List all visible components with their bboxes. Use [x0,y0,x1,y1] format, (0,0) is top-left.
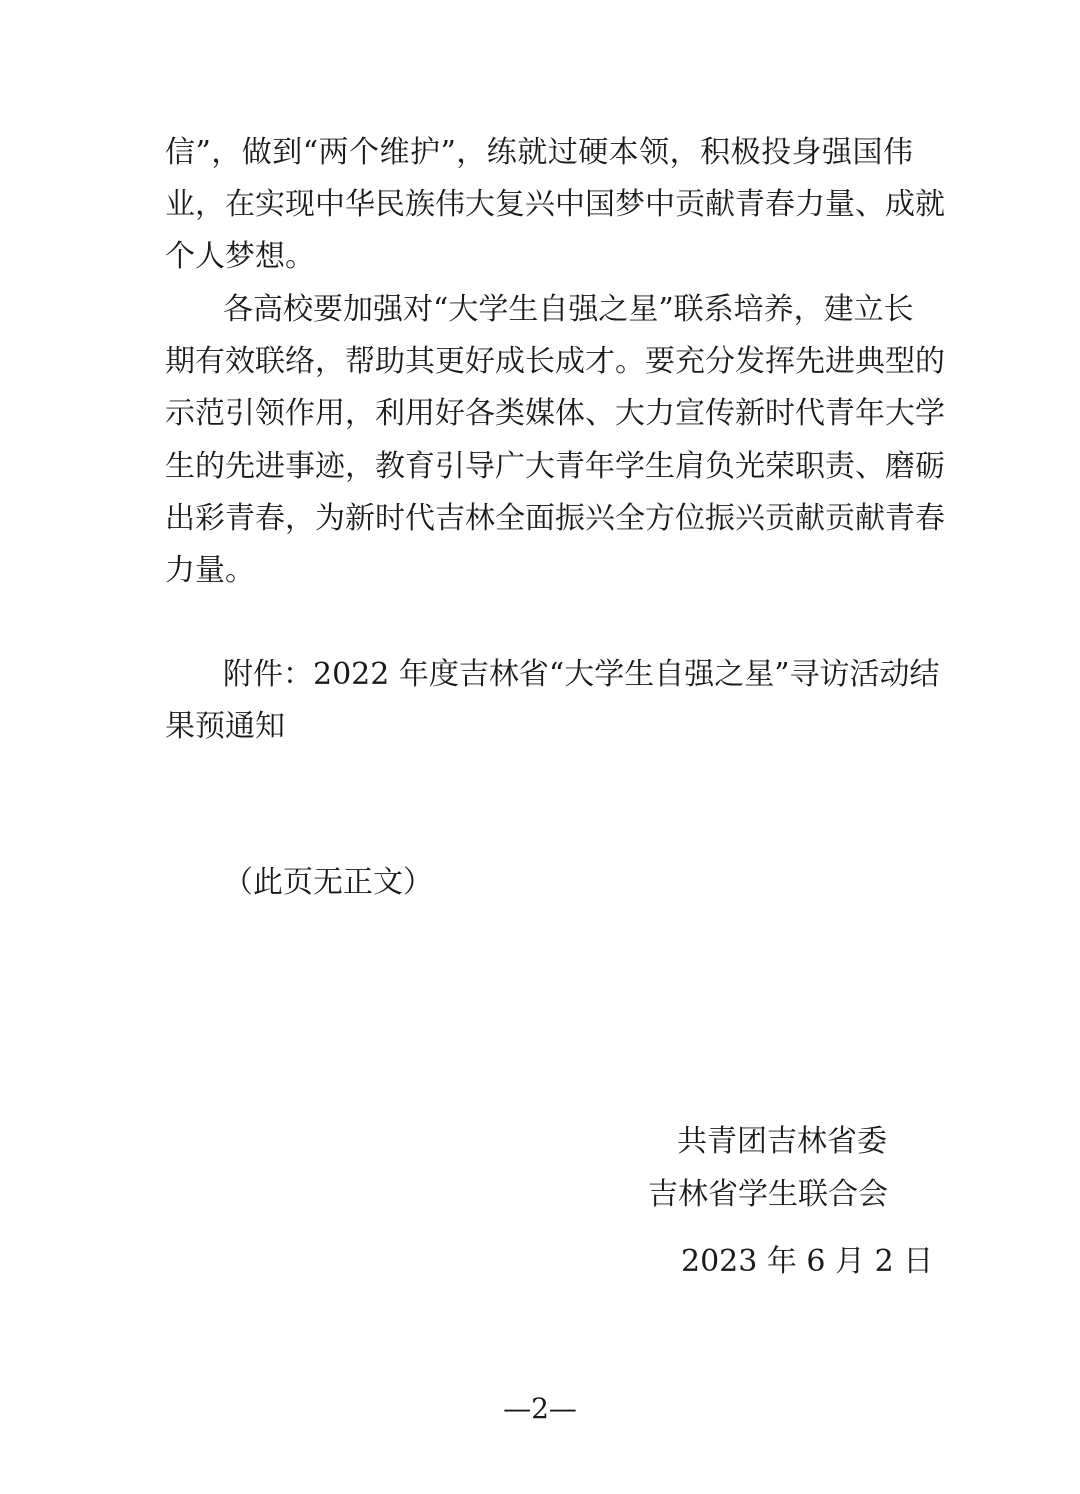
body-line: 期有效联络，帮助其更好成长成才。要充分发挥先进典型的 [165,344,945,379]
attachment-line: 附件：2022 年度吉林省“大学生自强之星”寻访活动结 [223,657,940,692]
no-body-note: （此页无正文） [223,865,433,900]
body-line: 生的先进事迹，教育引导广大青年学生肩负光荣职责、磨砺 [165,449,945,484]
page-number: —2— [503,1392,577,1425]
attachment-line: 果预通知 [165,709,285,744]
body-line: 力量。 [165,553,255,588]
body-line: 示范引领作用，利用好各类媒体、大力宣传新时代青年大学 [165,396,945,431]
body-line: 信”，做到“两个维护”，练就过硬本领，积极投身强国伟 [165,135,913,170]
body-line: 出彩青春，为新时代吉林全面振兴全方位振兴贡献贡献青春 [165,501,945,536]
signature-org-1: 共青团吉林省委 [677,1124,887,1159]
body-line: 业，在实现中华民族伟大复兴中国梦中贡献青春力量、成就 [165,187,945,222]
signature-org-2: 吉林省学生联合会 [648,1177,888,1212]
body-line: 个人梦想。 [165,239,315,274]
body-line-indented: 各高校要加强对“大学生自强之星”联系培养，建立长 [223,292,914,327]
signature-date: 2023 年 6 月 2 日 [681,1244,934,1279]
